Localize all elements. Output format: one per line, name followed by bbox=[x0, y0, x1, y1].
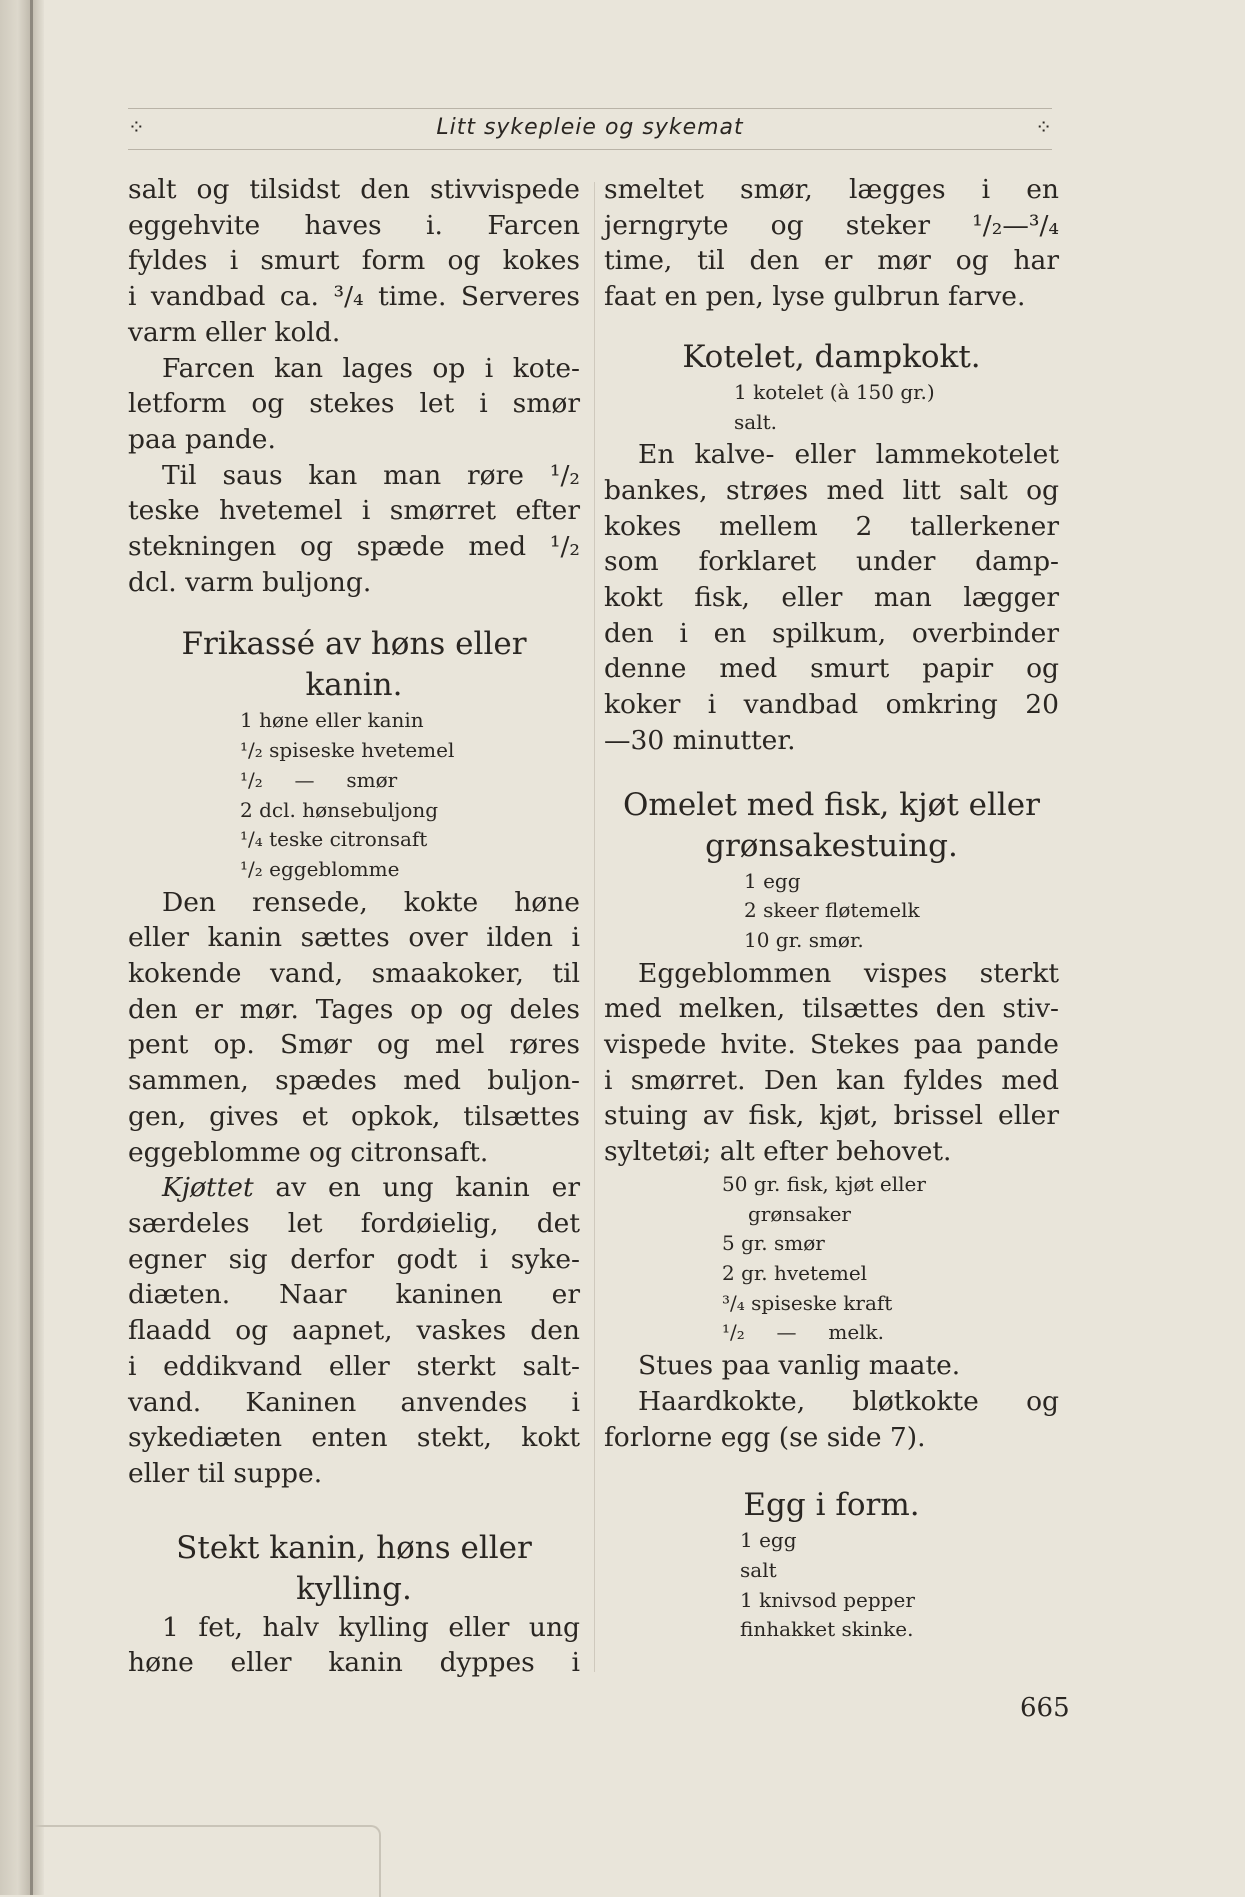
text-line: sykediæten enten stekt, kokt bbox=[128, 1422, 580, 1454]
ingredient: 1 kotelet (à 150 gr.) bbox=[734, 379, 935, 404]
text-line: paa pande. bbox=[128, 423, 276, 455]
paragraph bbox=[128, 1170, 580, 1491]
ingredient: ¹/₂ — melk. bbox=[722, 1320, 885, 1345]
ingredient: 2 gr. hvetemel bbox=[722, 1260, 868, 1285]
text-line: bankes, strøes med litt salt og bbox=[604, 474, 1059, 506]
text-line: Kjøttet av en ung kanin er bbox=[162, 1172, 580, 1204]
text-line: Stues paa vanlig maate. bbox=[638, 1350, 961, 1382]
text-line: flaadd og aapnet, vaskes den bbox=[128, 1315, 580, 1347]
ingredient-list bbox=[740, 1526, 1059, 1645]
paragraph bbox=[604, 1348, 1059, 1384]
ingredient-list bbox=[744, 867, 1059, 956]
section-heading: Omelet med fisk, kjøt eller grønsakestuing. bbox=[623, 786, 1040, 864]
section-heading: Egg i form. bbox=[743, 1487, 920, 1524]
text-line: som forklaret under damp- bbox=[604, 546, 1059, 578]
text-line: time, til den er mør og har bbox=[604, 245, 1059, 277]
text-line: egner sig derfor godt i syke- bbox=[128, 1243, 580, 1275]
text-line: høne eller kanin dyppes i bbox=[128, 1647, 580, 1679]
paragraph bbox=[128, 458, 580, 601]
text-line: eggeblomme og citronsaft. bbox=[128, 1136, 489, 1168]
text-line: kokt fisk, eller man lægger bbox=[604, 582, 1059, 614]
page-corner-mark bbox=[34, 1825, 381, 1897]
text-line: dcl. varm buljong. bbox=[128, 566, 372, 598]
ingredient: salt. bbox=[734, 409, 777, 434]
text-line: den er mør. Tages op og deles bbox=[128, 993, 580, 1025]
paragraph bbox=[604, 956, 1059, 1170]
text-line: varm eller kold. bbox=[128, 316, 341, 348]
text-line: gen, gives et opkok, tilsættes bbox=[128, 1100, 580, 1132]
ingredient: ¹/₂ spiseske hvetemel bbox=[240, 738, 455, 763]
section-heading: Frikassé av høns eller kanin. bbox=[181, 626, 527, 704]
text-line: Haardkokte, bløtkokte og bbox=[638, 1385, 1059, 1417]
ingredient: 5 gr. smør bbox=[722, 1231, 825, 1256]
page-number: 665 bbox=[1020, 1693, 1070, 1723]
ingredient: 1 egg bbox=[740, 1528, 797, 1553]
ingredient: ³/₄ spiseske kraft bbox=[722, 1290, 893, 1315]
paragraph bbox=[128, 172, 580, 351]
book-spine bbox=[0, 0, 44, 1895]
text-line: Den rensede, kokte høne bbox=[162, 886, 580, 918]
paragraph bbox=[604, 437, 1059, 758]
ornament-left-icon: ⁘ bbox=[128, 115, 145, 139]
emphasis: Kjøttet bbox=[162, 1172, 254, 1204]
text-line: syltetøi; alt efter behovet. bbox=[604, 1136, 952, 1168]
text-line: med melken, tilsættes den stiv- bbox=[604, 993, 1059, 1025]
ingredient: finhakket skinke. bbox=[740, 1617, 914, 1642]
section-heading: Kotelet, dampkokt. bbox=[682, 338, 981, 375]
ingredient: 10 gr. smør. bbox=[744, 927, 864, 952]
paragraph bbox=[128, 885, 580, 1171]
text-line: kokes mellem 2 tallerkener bbox=[604, 510, 1059, 542]
ingredient-list bbox=[240, 706, 580, 884]
text-line: i eddikvand eller sterkt salt- bbox=[128, 1350, 580, 1382]
text-line: eller til suppe. bbox=[128, 1457, 323, 1489]
text-line: vand. Kaninen anvendes i bbox=[128, 1386, 580, 1418]
ingredient: 1 knivsod pepper bbox=[740, 1587, 915, 1612]
paragraph bbox=[604, 1384, 1059, 1455]
text-line: sammen, spædes med buljon- bbox=[128, 1065, 580, 1097]
paragraph bbox=[604, 172, 1059, 315]
ingredient: ¹/₂ — smør bbox=[240, 767, 398, 792]
text-line: kokende vand, smaakoker, til bbox=[128, 958, 580, 990]
ingredient: 1 egg bbox=[744, 868, 801, 893]
ingredient: 2 dcl. hønsebuljong bbox=[240, 797, 439, 822]
ingredient: 50 gr. fisk, kjøt eller bbox=[722, 1171, 926, 1196]
ingredient: salt bbox=[740, 1557, 777, 1582]
text-line: koker i vandbad omkring 20 bbox=[604, 689, 1059, 721]
text-line: teske hvetemel i smørret efter bbox=[128, 495, 580, 527]
text-line: eller kanin sættes over ilden i bbox=[128, 922, 580, 954]
text-line: letform og stekes let i smør bbox=[128, 388, 580, 420]
text-line: pent op. Smør og mel røres bbox=[128, 1029, 580, 1061]
ingredient: ¹/₄ teske citronsaft bbox=[240, 827, 428, 852]
text-line: eggehvite haves i. Farcen bbox=[128, 209, 580, 241]
section-heading: Stekt kanin, høns eller kylling. bbox=[176, 1529, 532, 1607]
ingredient: 2 skeer fløtemelk bbox=[744, 898, 920, 923]
ingredient: grønsaker bbox=[748, 1201, 851, 1226]
spine-fold-line bbox=[30, 0, 33, 1895]
text-line: Eggeblommen vispes sterkt bbox=[638, 957, 1059, 989]
left-column bbox=[128, 172, 580, 1681]
text-line: En kalve- eller lammekotelet bbox=[638, 439, 1059, 471]
text-line: faat en pen, lyse gulbrun farve. bbox=[604, 281, 1026, 313]
ornament-right-icon: ⁘ bbox=[1035, 115, 1052, 139]
text-line: stuing av fisk, kjøt, brissel eller bbox=[604, 1100, 1059, 1132]
paragraph bbox=[128, 1610, 580, 1681]
right-column bbox=[604, 172, 1059, 1645]
text-line: salt og tilsidst den stivvispede bbox=[128, 174, 580, 205]
running-header bbox=[128, 108, 1052, 150]
text-line: i smørret. Den kan fyldes med bbox=[604, 1064, 1059, 1096]
text-line: forlorne egg (se side 7). bbox=[604, 1421, 926, 1453]
text-line: denne med smurt papir og bbox=[604, 653, 1059, 685]
text-line: den i en spilkum, overbinder bbox=[604, 617, 1059, 649]
ingredient: ¹/₂ eggeblomme bbox=[240, 856, 400, 881]
text-line: smeltet smør, lægges i en bbox=[604, 174, 1059, 205]
text-line: 1 fet, halv kylling eller ung bbox=[162, 1611, 580, 1643]
paragraph bbox=[128, 351, 580, 458]
text-line: —30 minutter. bbox=[604, 724, 796, 756]
text-line: fyldes i smurt form og kokes bbox=[128, 245, 580, 277]
text-line: diæten. Naar kaninen er bbox=[128, 1279, 580, 1311]
text-line: jerngryte og steker ¹/₂—³/₄ bbox=[604, 209, 1059, 241]
text-line: i vandbad ca. ³/₄ time. Serveres bbox=[128, 281, 580, 313]
column-divider bbox=[594, 182, 595, 1672]
text-line: særdeles let fordøielig, det bbox=[128, 1207, 580, 1239]
running-header-title: Litt sykepleie og sykemat bbox=[436, 115, 744, 140]
text-line: Farcen kan lages op i kote- bbox=[162, 352, 580, 384]
ingredient: 1 høne eller kanin bbox=[240, 708, 424, 733]
text-line: Til saus kan man røre ¹/₂ bbox=[162, 459, 580, 491]
ingredient-list bbox=[722, 1170, 1059, 1348]
text-line: vispede hvite. Stekes paa pande bbox=[604, 1029, 1059, 1061]
ingredient-list bbox=[734, 378, 1059, 437]
text-line: stekningen og spæde med ¹/₂ bbox=[128, 531, 580, 563]
